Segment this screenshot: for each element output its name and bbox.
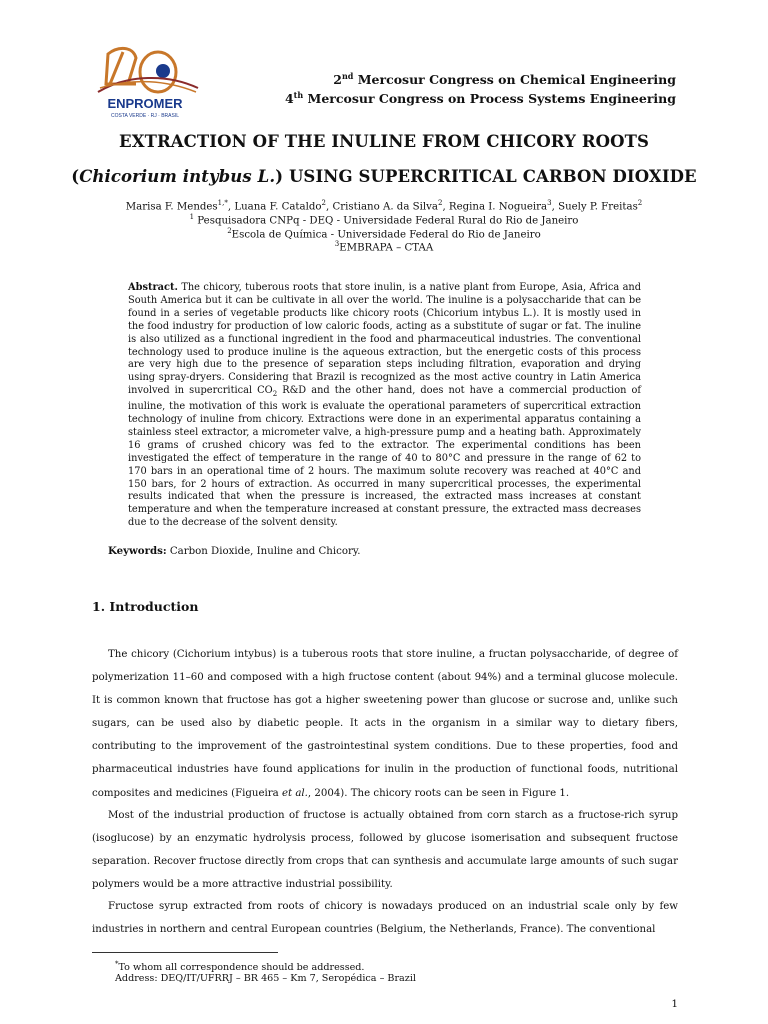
congress-1-ordinal: 2 [333,72,342,88]
affiliation-1-text: Pesquisadora CNPq - DEQ - Universidade Federal Rural do Rio de Janeiro [194,215,579,227]
author-3-sup: 2 [437,199,443,207]
author-4: , Regina I. Nogueira [442,201,548,213]
affiliation-3-text: EMBRAPA – CTAA [339,242,434,254]
author-2-sup: 2 [321,199,326,207]
affiliation-1-sup: 1 [189,213,195,221]
affiliation-2-text: Escola de Química - Universidade Federal do Rio de Janeiro [231,229,541,241]
author-5-sup: 2 [637,199,643,207]
keywords-label: Keywords: [108,545,167,557]
paragraph-1 [92,643,678,805]
paragraph-1-text-a: The chicory (Cichorium intybus) is a tuberous roots that store inuline, a fructan polysaccharide, of degree of polymerization 11–60 and composed with a high fructose content (about 94%) and a terminal glucose molecule. It is common known that fructose has got a higher sweetening power than glucose or sucrose and, unlike such sugars, can be used also by diabetic people. It acts in the organism in a similar way to dietary fibers, contributing to the improvement of the gastrointestinal system conditions. Due to these properties, food and pharmaceutical industries have found applications for inulin in the production of functional foods, nutritional composites and medicines (Figueira [92,649,678,799]
congress-1-text: Mercosur Congress on Chemical Engineering [353,72,676,88]
title-paren: ( [71,167,80,186]
paragraph-1-italic: et al. [281,787,308,799]
paper-title-line-1: EXTRACTION OF THE INULINE FROM CHICORY ROOTS [119,132,649,151]
author-1: Marisa F. Mendes [125,201,218,213]
logo-subtext: COSTA VERDE · RJ · BRASIL [111,113,179,119]
paragraph-2: Most of the industrial production of fructose is actually obtained from corn starch as a fructose-rich syrup (isoglucose) by an enzymatic hydrolysis process, followed by glucose isomerisation and subsequent fructose separation. Recover fructose directly from crops that can synthesis and accumulate large amounts of such sugar polymers would be a more attractive industrial possibility. [92,810,678,891]
paragraph-1-text-b: , 2004). The chicory roots can be seen in Figure 1. [307,787,570,799]
congress-1-sup: nd [341,71,354,81]
paragraph-3: Fructose syrup extracted from roots of chicory is nowadays produced on an industrial scale only by few industries in northern and central European countries (Belgium, the Netherlands, France). The conventional [92,901,678,936]
logo-text: ENPROMER [107,96,183,111]
footnote-rule [92,952,278,953]
affiliation-3-sup: 3 [334,240,340,248]
congress-line-1 [333,68,676,88]
page-number: 1 [671,998,678,1010]
congress-line-2 [285,87,676,107]
congress-2-sup: th [293,90,304,100]
congress-2-text: Mercosur Congress on Process Systems Engineering [303,91,676,107]
enpromer-logo [88,44,203,122]
author-2: , Luana F. Cataldo [227,201,322,213]
title-species: Chicorium intybus L. [79,167,276,186]
abstract-label: Abstract. [128,282,178,293]
affiliation-2-sup: 2 [227,227,232,235]
affiliation-3 [0,238,768,254]
section-heading-introduction: 1. Introduction [92,599,199,614]
footnote-line-2: Address: DEQ/IT/UFRRJ – BR 465 – Km 7, Seropédica – Brazil [115,973,416,984]
author-4-sup: 3 [547,199,552,207]
footnote-marker: * [115,960,119,968]
abstract [128,282,641,530]
title-rest: ) USING SUPERCRITICAL CARBON DIOXIDE [275,167,697,186]
author-3: , Cristiano A. da Silva [325,201,438,213]
author-5: , Suely P. Freitas [551,201,638,213]
abstract-text-1: The chicory, tuberous roots that store inulin, is a native plant from Europe, Asia, Africa and South America but it can be cultivate in all over the world. The inuline is a polysaccharide that can be found in a series of vegetable products like chicory roots (Chicorium intybus L.). It is mostly used in the food industry for production of low caloric foods, acting as a substitute of sugar or fat. The inuline is also utilized as a functional ingredient in the food and pharmaceutical industries. The conventional technology used to produce inuline is the aqueous extraction, but the energetic costs of this process are very high due to the presence of separation steps including filtration, evaporation and drying using spray-dryers. Considering that Brazil is recognized as the most active country in Latin America involved in supercritical CO [128,282,641,397]
footnote-text-1: To whom all correspondence should be addressed. [118,962,365,974]
congress-2-ordinal: 4 [284,91,294,107]
keywords-text: Carbon Dioxide, Inuline and Chicory. [166,546,361,557]
paper-title-line-2 [0,167,768,186]
enpromer-logo-graphic [88,44,203,122]
keywords [108,545,360,557]
abstract-co2-sub: 2 [272,390,278,399]
author-1-sup: 1,* [217,199,228,207]
abstract-text-2: R&D and the other hand, does not have a commercial production of inuline, the motivation of this work is evaluate the operational parameters of supercritical extraction technology of inuline from chicory. Extractions were done in an experimental apparatus containing a stainless steel extractor, a micrometer valve, a high-pressure pump and a heating bath. Approximately 16 grams of crushed chicory was fed to the extractor. The experimental conditions has been investigated the effect of temperature in the range of 40 to 80°C and pressure in the range of 62 to 170 bars in an operational time of 2 hours. The maximum solute recovery was reached at 40°C and 150 bars, for 2 hours of extraction. As occurred in many supercritical processes, the experimental results indicated that when the pressure is increased, the extracted mass increases at constant temperature and when the temperature increased at constant pressure, the extracted mass decreases due to the decrease of the solvent density. [128,385,641,529]
